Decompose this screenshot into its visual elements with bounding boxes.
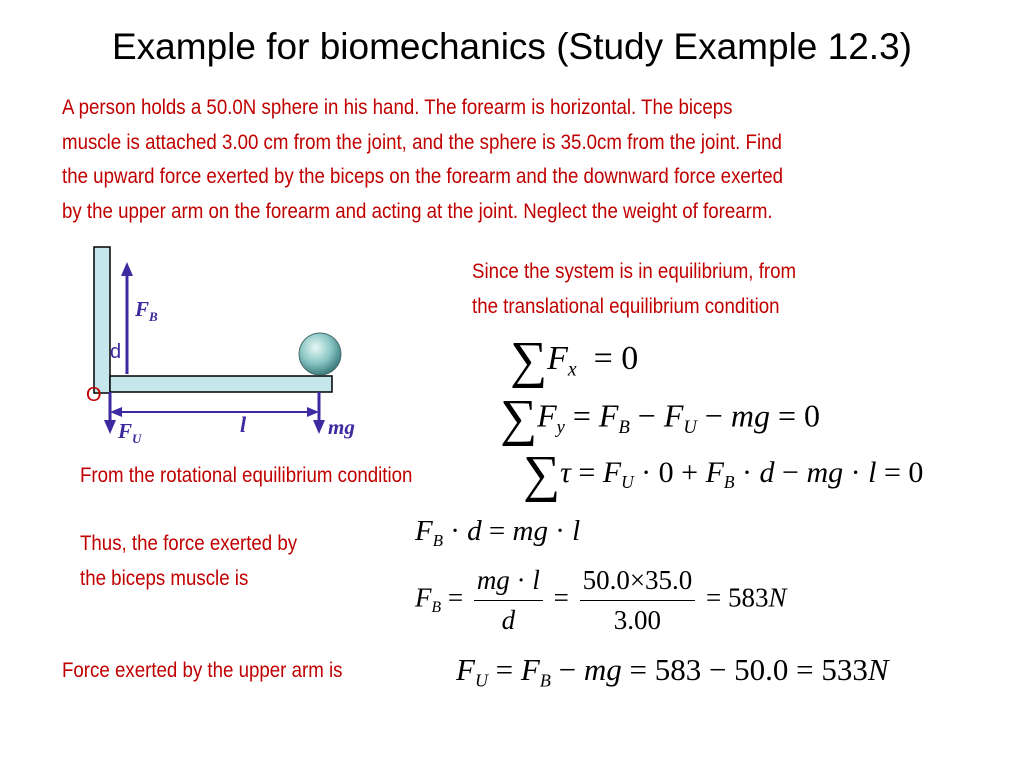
page-title: Example for biomechanics (Study Example 12.3) bbox=[112, 26, 912, 67]
rotational-note: From the rotational equilibrium condition bbox=[80, 464, 413, 487]
equation-sum-fy: $\sum F_y = F_B - F_U$ − mg = 0 bbox=[500, 390, 820, 447]
label-o: O bbox=[86, 384, 102, 406]
note-line: the translational equilibrium condition bbox=[472, 294, 780, 318]
thus-note bbox=[80, 527, 297, 596]
translational-note bbox=[472, 255, 796, 324]
upper-arm-note: Force exerted by the upper arm is bbox=[62, 659, 343, 682]
problem-line: muscle is attached 3.00 cm from the joint, and the sphere is 35.0cm from the joint. Find bbox=[62, 130, 782, 154]
equation-fb-result: $F_B$ = $\frac{mg \cdot l}{d}$ = $\frac{50.0\times 35.0}{3.00}$ = 583N bbox=[415, 565, 787, 635]
equation-fb-d: $F_B \cdot d$ = mg · l bbox=[415, 515, 581, 550]
sphere bbox=[299, 333, 341, 375]
fb-result: 583 bbox=[728, 582, 769, 613]
problem-line: by the upper arm on the forearm and acting at the joint. Neglect the weight of forearm. bbox=[62, 199, 773, 223]
problem-line: the upward force exerted by the biceps on the forearm and the downward force exerted bbox=[62, 165, 784, 188]
weight-arrowhead bbox=[313, 420, 325, 434]
note-line: Since the system is in equilibrium, from bbox=[472, 260, 797, 283]
eq3-zero: 0 bbox=[658, 455, 674, 489]
label-fu: $F_U$ bbox=[118, 419, 142, 446]
problem-statement bbox=[62, 91, 783, 229]
eq6-mg-value: 50.0 bbox=[734, 652, 789, 687]
label-fb: $F_B$ bbox=[135, 297, 158, 324]
length-arrowhead-left bbox=[110, 407, 122, 417]
fraction-numerator: 50.0×35.0 bbox=[580, 565, 696, 601]
fraction-denominator: 3.00 bbox=[613, 605, 662, 635]
equation-fu-result: $F_U = F_B$ − mg = 583 − 50.0 = 533N bbox=[456, 652, 889, 691]
equation-sum-fx: $\sum F_x = 0$ bbox=[510, 332, 639, 389]
label-d: d bbox=[110, 341, 122, 363]
eq2-rhs: 0 bbox=[804, 397, 820, 434]
biceps-force-arrowhead bbox=[121, 262, 133, 276]
upper-arm-force-arrowhead bbox=[104, 420, 116, 434]
eq6-fb-value: 583 bbox=[654, 652, 702, 687]
upper-arm-bar bbox=[94, 247, 110, 393]
problem-line: A person holds a 50.0N sphere in his hand. The forearm is horizontal. The biceps bbox=[62, 96, 733, 119]
fraction-values bbox=[580, 565, 696, 636]
fu-result: 533 bbox=[821, 652, 868, 687]
label-l: l bbox=[240, 412, 247, 437]
length-arrowhead-right bbox=[307, 407, 319, 417]
note-line: Thus, the force exerted by bbox=[80, 532, 298, 555]
forearm-bar bbox=[110, 376, 332, 392]
equation-sum-torque: $\sum\tau = F_U \cdot 0 + F_B \cdot d$ − mg · l = 0 bbox=[523, 446, 924, 503]
eq1-rhs: 0 bbox=[621, 339, 639, 377]
eq3-rhs: 0 bbox=[908, 455, 924, 489]
forearm-diagram bbox=[80, 240, 380, 455]
label-mg: mg bbox=[328, 415, 355, 439]
fraction-mgl-d: $\frac{mg \cdot l}{d}$ bbox=[474, 565, 543, 636]
note-line: the biceps muscle is bbox=[80, 566, 249, 590]
